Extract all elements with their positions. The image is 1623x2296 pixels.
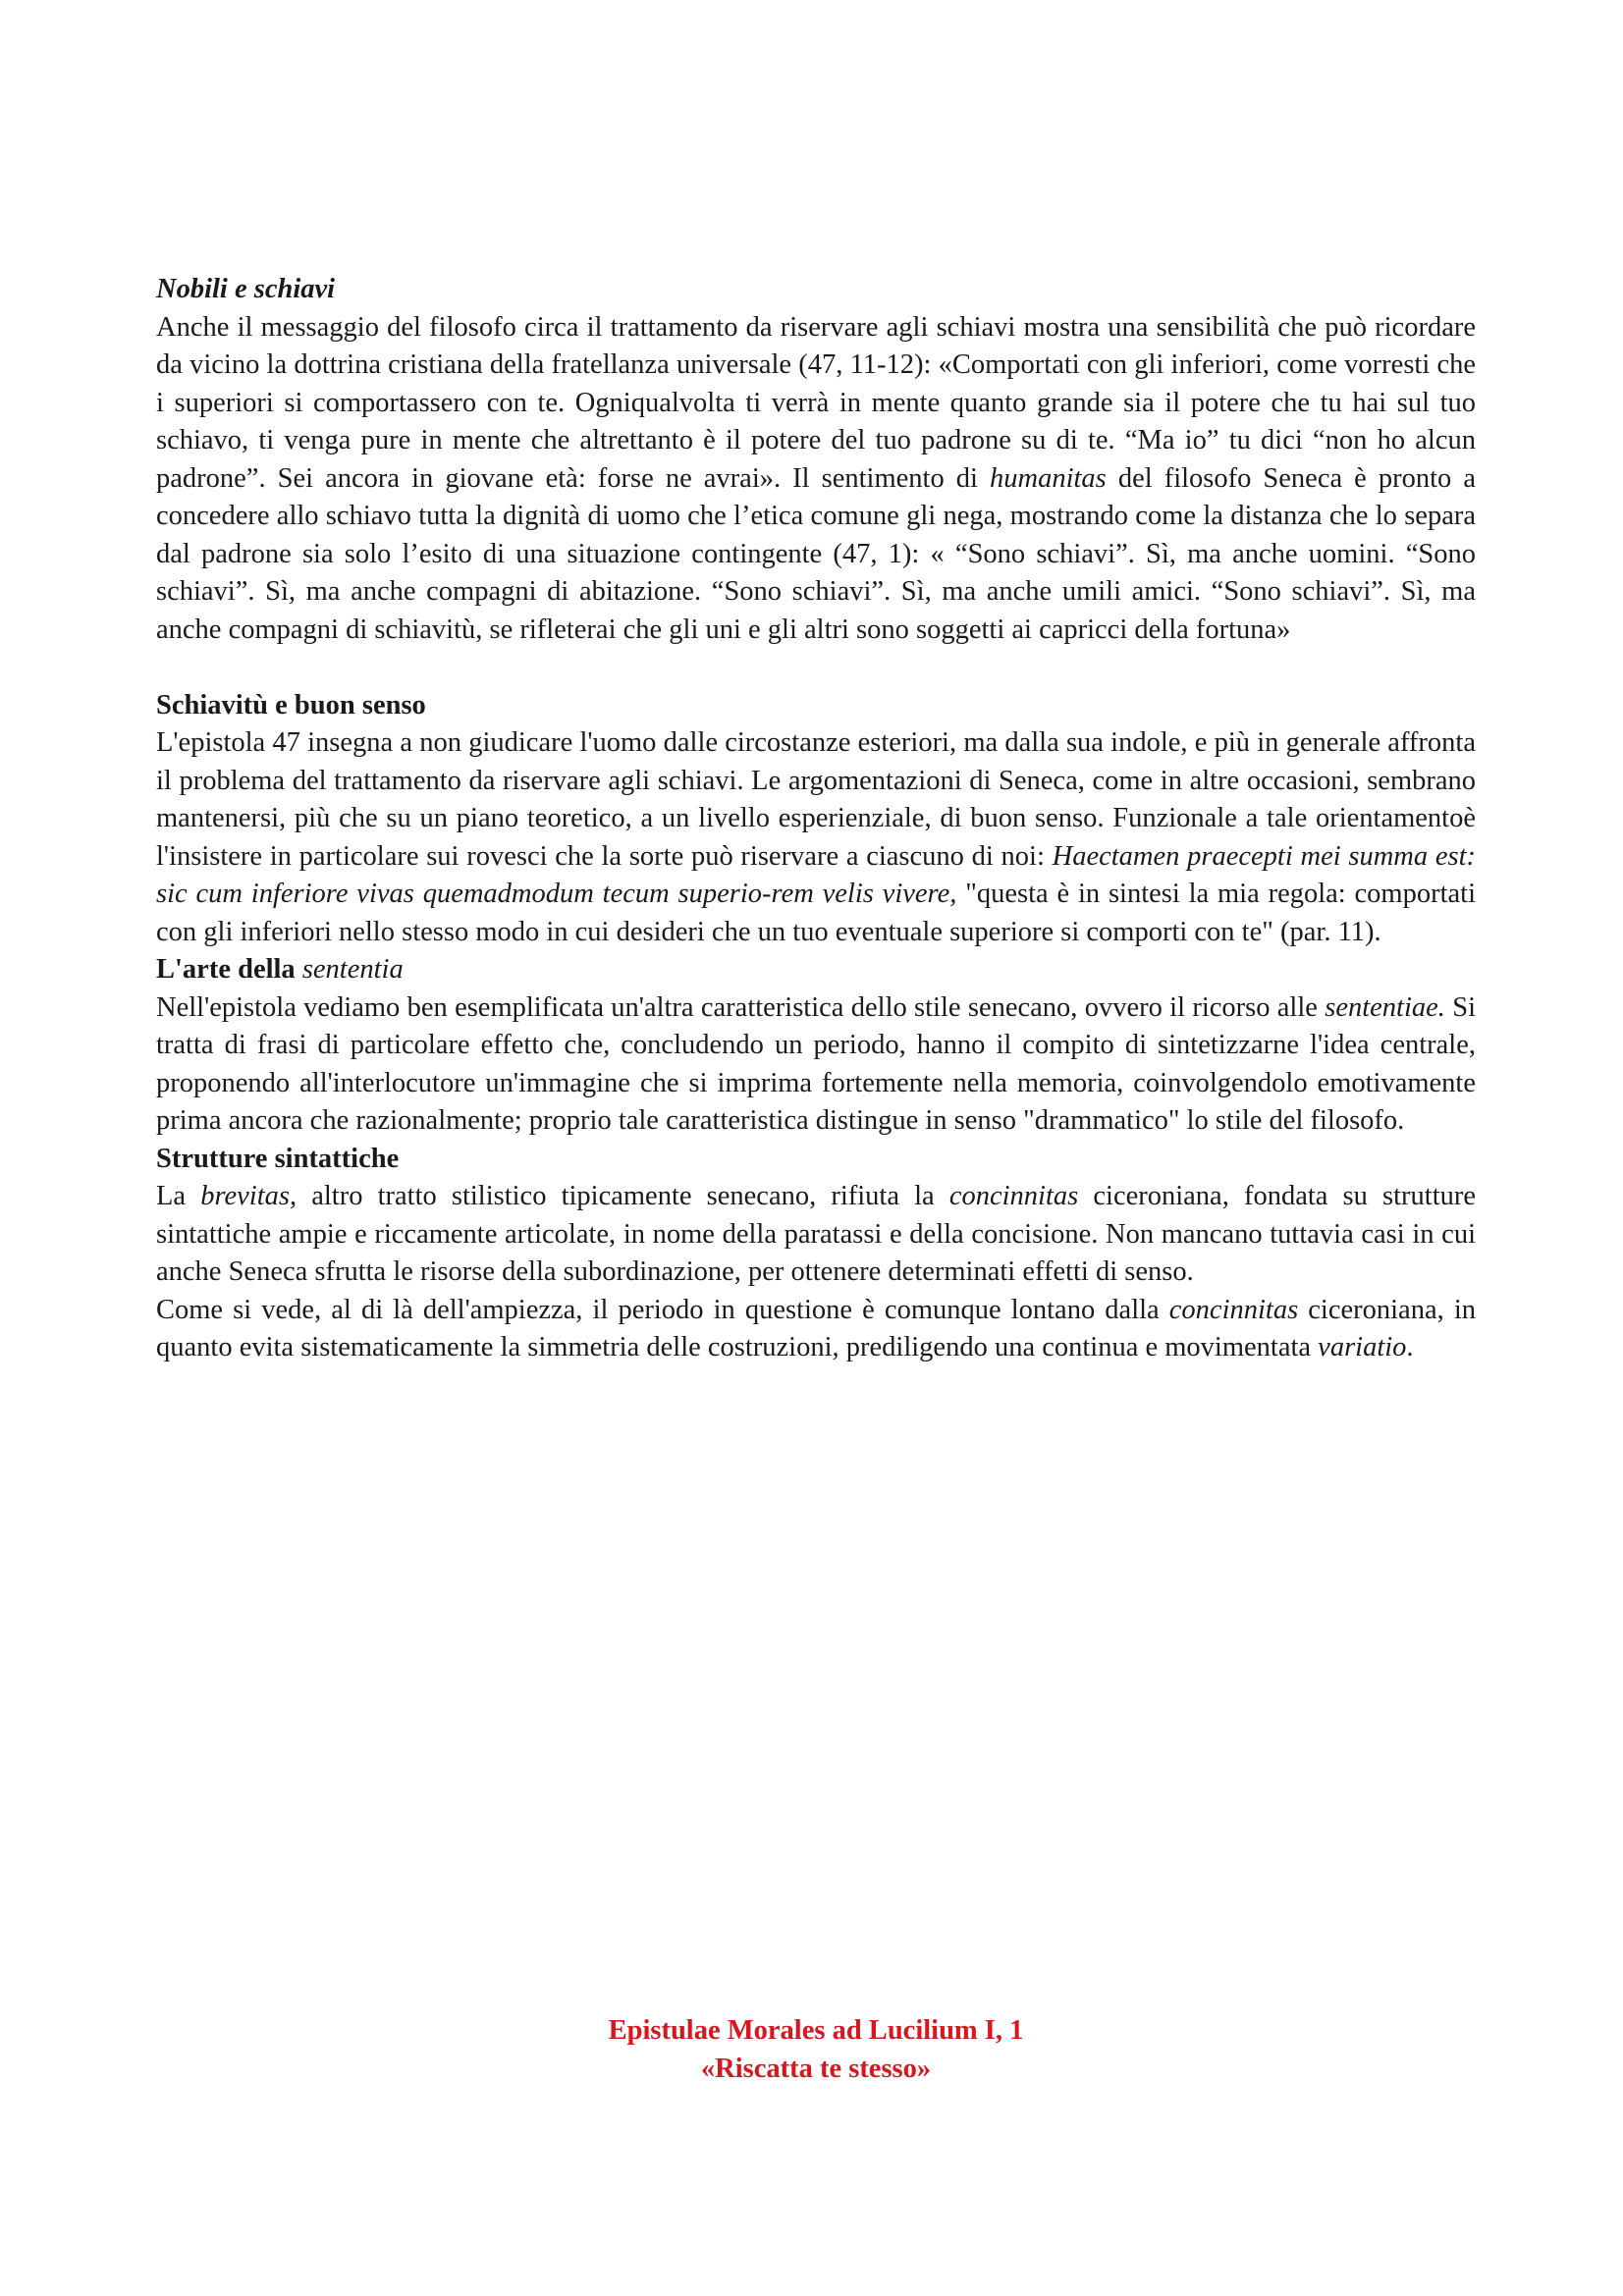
heading-text: L'arte della <box>156 954 302 985</box>
paragraph-strutture-1 <box>156 1178 1476 1292</box>
section-heading-sententia <box>156 951 1476 989</box>
emphasis-humanitas: humanitas <box>990 462 1107 494</box>
text-run: La <box>156 1181 201 1211</box>
text-run: Anche il messaggio del filosofo circa il trattamento da riservare agli schiavi mostra una sensibilità che può ricordare da vicino la dottrina cristiana della fratellanza universale (47, 11-12): «Comportati con gli inferiori, come vorresti che i superiori si comportassero con te. Ogniqualvolta ti verrà in mente quanto grande sia il potere che tu hai sul tuo schiavo, ti venga pure in mente che altrettanto è il potere del tuo padrone su di te. “Ma io” tu dici “non ho alcun padrone”. Sei ancora in giovane età: forse ne avrai». Il sentimento di <box>156 311 1476 494</box>
blank-line <box>156 649 1476 687</box>
text-run: Nell'epistola vediamo ben esemplificata un'altra caratteristica dello stile senecano, ovvero il ricorso alle <box>156 991 1325 1023</box>
emphasis-concinnitas: concinnitas <box>948 1181 1079 1211</box>
emphasis-brevitas: brevitas <box>200 1181 290 1211</box>
text-run: ciceroniana, fondata su strutture sintattiche ampie e riccamente articolate, in nome della paratassi e della concisione. Non mancano tuttavia casi in cui anche Seneca sfrutta le risorse della subordinazione, per ottenere determinati effetti di senso. <box>156 1181 1477 1287</box>
text-run: del filosofo Seneca è pronto a concedere allo schiavo tutta la dignità di uomo che l’etica comune gli nega, mostrando come la distanza che lo separa dal padrone sia solo l’esito di una situazione contingente (47, 1): « “Sono schiavi”. Sì, ma anche uomini. “Sono schiavi”. Sì, ma anche compagni di abitazione. “Sono schiavi”. Sì, ma anche umili amici. “Sono schiavi”. Sì, ma anche compagni di schiavitù, se rifleterai che gli uni e gli altri sono soggetti ai capricci della fortuna» <box>156 462 1476 645</box>
paragraph-nobili <box>156 309 1476 650</box>
emphasis-variatio: variatio <box>1318 1332 1407 1362</box>
text-run: L'epistola 47 insegna a non giudicare l'uomo dalle circostanze esteriori, ma dalla sua indole, e più in generale affronta il problema del trattamento da riservare agli schiavi. Le argomentazioni di Seneca, come in altre occasioni, sembrano mantenersi, più che su un piano teoretico, a un livello esperienziale, di buon senso. Funzionale a tale orientamentoè l'insistere in particolare sui rovesci che la sorte può riservare a ciascuno di noi: <box>156 727 1476 872</box>
heading-emphasis: sententia <box>301 954 404 985</box>
emphasis-sententiae: sententiae. <box>1325 991 1445 1023</box>
footer-title: Epistulae Morales ad Lucilium I, 1 <box>608 2015 1024 2046</box>
text-run: "questa è in sintesi la mia regola: comportati con gli inferiori nello stesso modo in cui desideri che un tuo eventuale superiore si comporti con te" (par. 11). <box>156 879 1476 947</box>
document-body <box>156 271 1476 1367</box>
text-run: Si tratta di frasi di particolare effetto che, concludendo un periodo, hanno il compito di sintetizzarne l'idea centrale, proponendo all'interlocutore un'immagine che si imprima fortemente nella memoria, coinvolgendolo emotivamente prima ancora che razionalmente; proprio tale caratteristica distingue in senso "drammatico" lo stile del filosofo. <box>156 991 1476 1136</box>
paragraph-sententia <box>156 989 1476 1141</box>
section-heading-strutture: Strutture sintattiche <box>156 1143 400 1174</box>
footer-subtitle: «Riscatta te stesso» <box>700 2053 932 2084</box>
footer-title-block <box>156 2012 1476 2088</box>
text-run: Come si vede, al di là dell'ampiezza, il periodo in questione è comunque lontano dalla <box>156 1294 1169 1325</box>
section-heading-nobili: Nobili e schiavi <box>156 274 336 304</box>
text-run: . <box>1406 1332 1414 1362</box>
paragraph-strutture-2 <box>156 1292 1476 1367</box>
emphasis-concinnitas: concinnitas <box>1168 1294 1299 1325</box>
text-run: ciceroniana, in quanto evita sistematicamente la simmetria delle costruzioni, prediligendo una continua e movimentata <box>156 1294 1476 1362</box>
section-heading-schiavitu: Schiavitù e buon senso <box>156 689 426 721</box>
paragraph-schiavitu <box>156 724 1476 951</box>
text-run: , altro tratto stilistico tipicamente senecano, rifiuta la <box>289 1181 949 1211</box>
emphasis-latin-quote: Haectamen praecepti mei summa est: sic cum inferiore vivas quemadmodum tecum superio-rem velis vivere, <box>156 840 1477 909</box>
